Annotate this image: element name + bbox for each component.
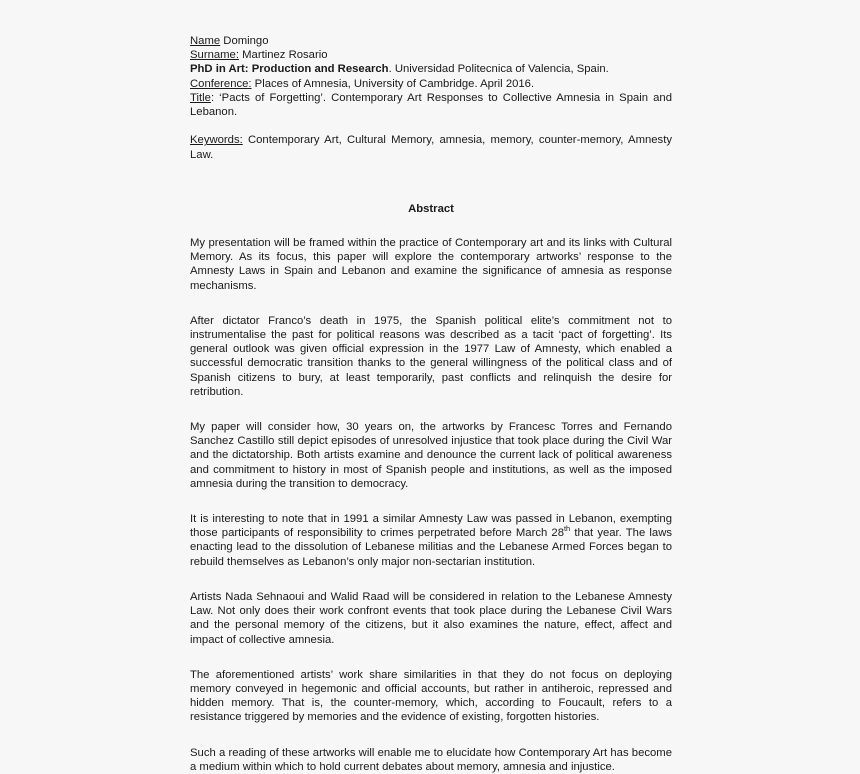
meta-label-name: Name — [190, 35, 221, 47]
meta-label-keywords: Keywords: — [190, 134, 243, 147]
meta-row-keywords — [190, 133, 672, 176]
paragraph-4-after-superscript: that year. The laws enacting lead to the dissolution of Lebanese militias and the Lebanese Armed Forces began to rebuild themselves as Lebanon’s only major non-sectarian institution. — [190, 527, 672, 568]
meta-label-title: Title — [190, 91, 211, 104]
abstract-heading: Abstract — [408, 203, 454, 216]
meta-row-surname — [190, 48, 672, 62]
abstract-paragraph-5: Artists Nada Sehnaoui and Walid Raad will be considered in relation to the Lebanese Amnesty Law. Not only does their work confront events that took place during the Lebanese Civil Wars and the personal memory of the citizens, but it also examines the nature, effect, affect and impact of collective amnesia. — [190, 590, 672, 646]
abstract-paragraph-2: After dictator Franco’s death in 1975, the Spanish political elite’s commitment not to instrumentalise the past for political reasons was described as a tacit ‘pact of forgetting’. Its general outlook was given official expression in the 1977 Law of Amnesty, which enabled a successful democratic transition thanks to the general willingness of the political class and of Spanish citizens to bury, at least temporarily, past conflicts and relinquish the desire for retribution. — [190, 314, 672, 398]
abstract-paragraph-7: Such a reading of these artworks will enable me to elucidate how Contemporary Art has become a medium within which to hold current debates about memory, amnesia and injustice. — [190, 746, 672, 773]
meta-label-conference: Conference: — [190, 77, 252, 90]
ordinal-superscript: th — [564, 524, 571, 534]
meta-value-name: Domingo — [220, 35, 269, 47]
document-content — [190, 34, 672, 774]
meta-value-conference: Places of Amnesia, University of Cambridge. April 2016. — [251, 77, 535, 90]
abstract-paragraph-4 — [190, 512, 672, 569]
meta-label-degree: PhD in Art: Production and Research — [190, 63, 389, 76]
abstract-paragraph-6: The aforementioned artists’ work share similarities in that they do not focus on deploying memory conveyed in hegemonic and official accounts, but rather in antiheroic, repressed and hidden memory. That is, the counter-memory, which, according to Foucault, refers to a resistance triggered by memories and the evidence of existing, forgotten histories. — [190, 668, 672, 724]
meta-label-surname: Surname: — [190, 49, 239, 62]
paragraph-4-before-superscript: It is interesting to note that in 1991 a similar Amnesty Law was passed in Lebanon, exempting those participants of responsibility to crimes perpetrated before March 28 — [190, 513, 672, 540]
meta-row-conference — [190, 77, 672, 91]
meta-value-keywords: Contemporary Art, Cultural Memory, amnesia, memory, counter-memory, Amnesty Law. — [190, 134, 672, 161]
abstract-paragraph-1: My presentation will be framed within the practice of Contemporary art and its links with Cultural Memory. As its focus, this paper will explore the contemporary artworks’ response to the Amnesty Laws in Spain and Lebanon and examine the significance of amnesia as response mechanisms. — [190, 237, 672, 292]
meta-value-title: : ‘Pacts of Forgetting’. Contemporary Art Responses to Collective Amnesia in Spain and Lebanon. — [190, 91, 672, 119]
meta-row-name — [190, 34, 672, 48]
metadata-block — [190, 34, 672, 176]
meta-row-title — [190, 91, 672, 134]
meta-value-surname: Martinez Rosario — [238, 49, 328, 62]
meta-value-degree: . Universidad Politecnica of Valencia, Spain. — [388, 63, 609, 76]
abstract-paragraph-3: My paper will consider how, 30 years on, the artworks by Francesc Torres and Fernando Sanchez Castillo still depict episodes of unresolved injustice that took place during the Civil War and the dictatorship. Both artists examine and denounce the current lack of political awareness and commitment to history in most of Spanish people and institutions, as well as the imposed amnesia during the transition to democracy. — [190, 421, 672, 490]
meta-row-degree — [190, 62, 672, 76]
